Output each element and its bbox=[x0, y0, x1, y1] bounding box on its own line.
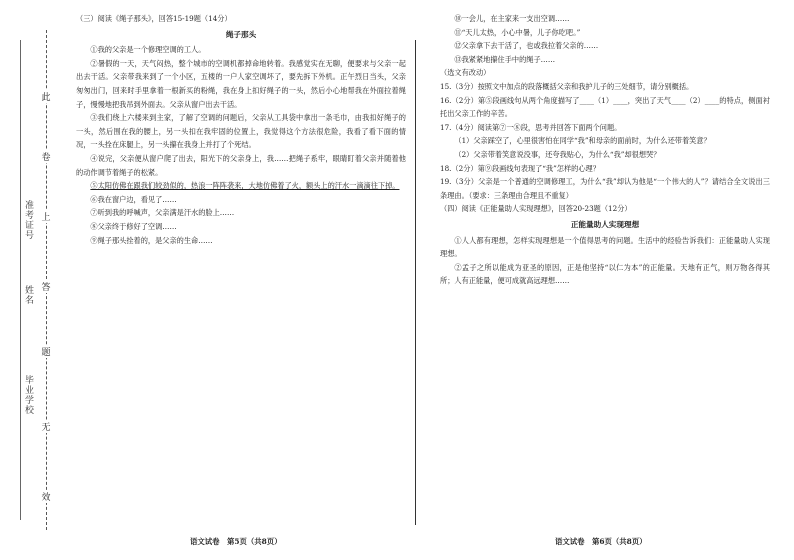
question: 19.（3分）父亲是一个普通的空调修理工，为什么“我”却认为他是“一个伟大的人”？请结合全文说出三条理由。（要求：三条理由合理且不重复） bbox=[440, 177, 770, 200]
article-title: 正能量助人实现理想 bbox=[570, 219, 640, 229]
paragraph: ⑪“天儿太热，小心中暑，儿子你吃吧。” bbox=[454, 27, 581, 37]
paragraph: ⑩一会儿，在主家来一支出空调…… bbox=[454, 14, 570, 23]
paragraph: ⑬我紧紧地攥住手中的绳子…… bbox=[454, 54, 556, 64]
right-page bbox=[440, 12, 770, 288]
left-footer: 语文试卷 第5页（共8页） bbox=[190, 537, 282, 546]
right-footer: 语文试卷 第6页（共8页） bbox=[555, 537, 647, 546]
paragraph: ⑧父亲终于修好了空调…… bbox=[90, 221, 177, 231]
seal-char: 无 bbox=[40, 420, 52, 433]
paragraph: ⑥我在窗户边，看见了…… bbox=[90, 194, 177, 204]
paragraph: ①人人都有理想，怎样实现理想是一个值得思考的问题。生活中的经验告诉我们：正能量助人实现理想。 bbox=[440, 235, 770, 259]
paragraph: ③我们绕上六楼来到主家，了解了空调的问题后，父亲从工具袋中拿出一条毛巾，由我扣好绳子的一头，然后围在我的腰上，另一头扣在我牢固的位置上，我觉得这个方法很危险，我看了看下面的情况，一头拴在床腿上，另一头攥在我身上并打了个死结。 bbox=[76, 113, 406, 150]
paragraph: ①我的父亲是一个修理空调的工人。 bbox=[90, 45, 206, 55]
seal-char: 题 bbox=[40, 345, 52, 358]
paragraph: ⑫父亲拿下去干活了，也或我拉着父亲的…… bbox=[454, 41, 599, 51]
binding-line-1 bbox=[20, 40, 21, 520]
binding-margin bbox=[0, 0, 70, 560]
question: 15.（3分）按照文中加点的段落概括父亲和我护儿子的三处细节，请分别概括。 bbox=[440, 81, 694, 91]
section-heading: （三）阅读《绳子那头》，回答15-19题（14分） bbox=[76, 14, 232, 23]
question: 18.（2分）第⑨段画线句表现了“我”怎样的心理？ bbox=[440, 163, 600, 173]
paragraph: ⑨绳子那头拴着的，是父亲的生命…… bbox=[90, 235, 213, 245]
exam-number-label: 准考证号 bbox=[23, 200, 33, 240]
name-label: 姓名 bbox=[23, 285, 33, 305]
paragraph: ④说完，父亲便从窗户爬了出去，阳光下的父亲身上，我……把绳子系牢，眼睛盯着父亲并随着他的动作调节着绳子的松紧。 bbox=[76, 153, 406, 177]
question: 16.（2分）第⑤段画线句从两个角度描写了____（1）____，突出了天气____（2）____的特点，侧面衬托出父亲工作的辛苦。 bbox=[440, 95, 770, 119]
seal-char: 此 bbox=[40, 90, 52, 103]
school-label: 毕业学校 bbox=[23, 375, 33, 415]
paragraph: ②孟子之所以能成为亚圣的原因，正是他坚持“以仁为本”的正能量。天地有正气，则万物各得其所；人有正能量，便可成就高远理想…… bbox=[440, 262, 770, 286]
section-heading: （四）阅读《正能量助人实现理想》，回答20-23题（12分） bbox=[440, 204, 632, 214]
underlined-paragraph: ⑤太阳仿佛在跟我们较劲似的，热浪一阵阵袭来，大地仿佛着了火，额头上的汗水一滴滴往下掉。 bbox=[90, 181, 400, 191]
seal-char: 答 bbox=[40, 280, 52, 293]
sub-question: （2）父亲带着笑意说没事，还夸我贴心，为什么“我”却很想哭？ bbox=[454, 149, 661, 159]
sub-question: （1）父亲踩空了，心里很害怕在同学“我”和母亲的面前时，为什么还带着笑意？ bbox=[454, 136, 711, 146]
question: 17.（4分）阅读第⑦一⑧段，思考并回答下面两个问题。 bbox=[440, 122, 622, 132]
paragraph: ②暑假的一天，天气闷热，整个城市的空调机都掉命地转着。我感觉实在无聊，便要求与父亲一起出去干活。父亲带我来到了一个小区，五楼的一户人家空调坏了，要先拆下外机。正午烈日当头，父亲匆匆出门，回来时手里拿着一根新买的粉绳，我在身上扣好绳子的一头，然后小心地帮我在外面拉着绳子，慢慢地把我吊到外面去。父亲从窗户出去干活。 bbox=[76, 58, 406, 109]
paragraph: ⑦听到我的呼喊声，父亲满是汗水的脸上…… bbox=[90, 208, 235, 218]
source-note: （选文有改动） bbox=[440, 68, 491, 78]
seal-char: 效 bbox=[40, 490, 52, 503]
seal-char: 上 bbox=[40, 210, 52, 223]
seal-char: 卷 bbox=[40, 150, 52, 163]
article-title: 绳子那头 bbox=[225, 29, 257, 39]
page-divider bbox=[415, 40, 416, 525]
left-page bbox=[76, 12, 406, 247]
